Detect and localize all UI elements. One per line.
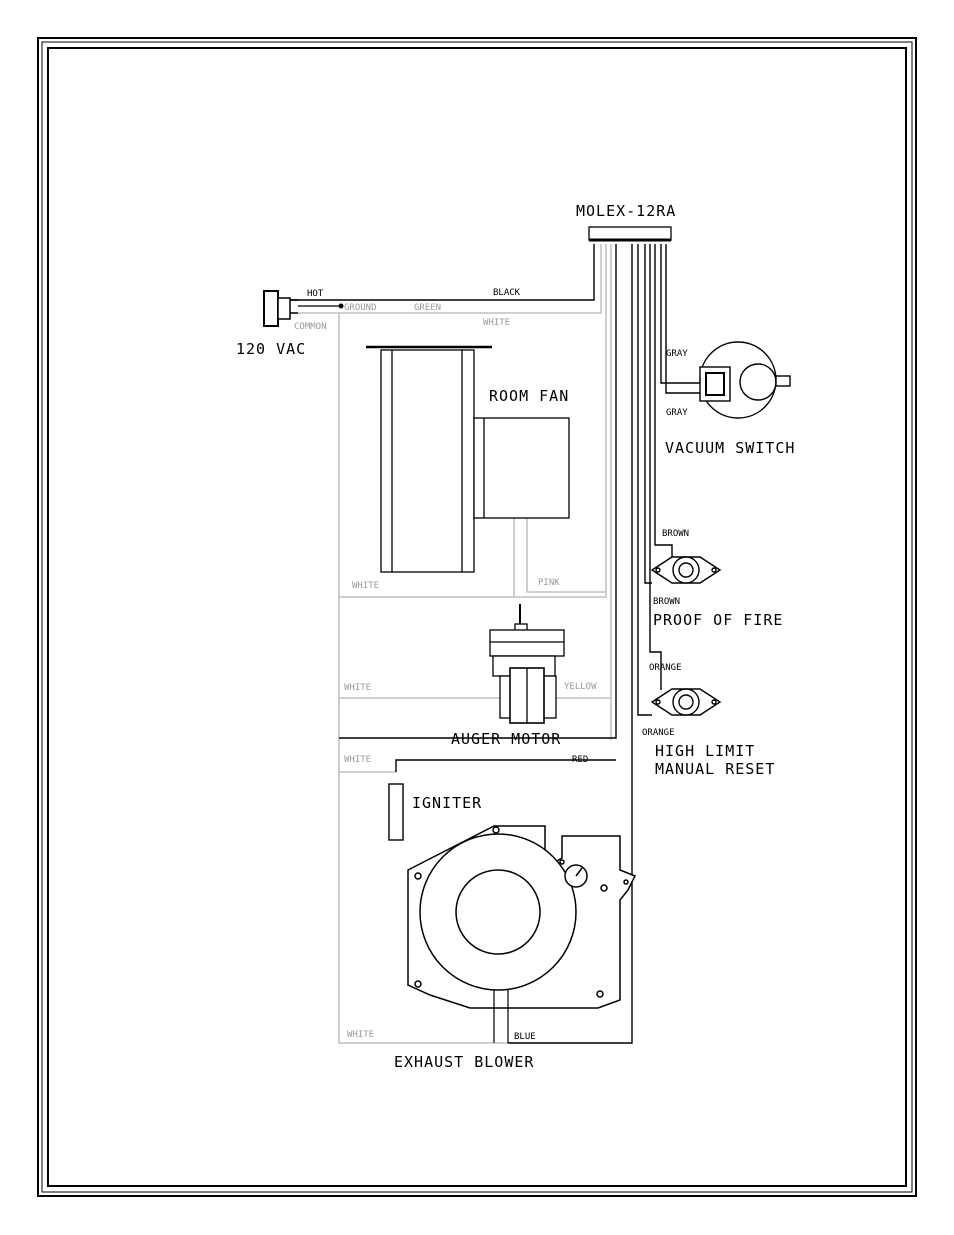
- wire-gray-1-label: GRAY: [666, 349, 688, 359]
- wire-white-blower-label: WHITE: [347, 1030, 375, 1040]
- wire-orange-2-label: ORANGE: [642, 728, 675, 738]
- exhaust-blower-icon: [408, 826, 635, 1043]
- wire-blue-label: BLUE: [514, 1032, 536, 1042]
- high-limit-label: HIGH LIMIT: [655, 742, 756, 760]
- vacuum-switch-icon: [700, 342, 790, 418]
- wire-gray-2-label: GRAY: [666, 408, 688, 418]
- wire-brown-2-label: BROWN: [653, 597, 681, 607]
- wire-red-label: RED: [572, 755, 589, 765]
- wire-ground-label: GROUND: [344, 303, 377, 313]
- auger-motor-label: AUGER MOTOR: [451, 730, 562, 748]
- wire-orange-1-label: ORANGE: [649, 663, 682, 673]
- auger-motor-icon: [490, 604, 564, 723]
- wire-yellow-label: YELLOW: [564, 682, 597, 692]
- molex-connector: [589, 227, 671, 240]
- igniter-label: IGNITER: [412, 794, 483, 812]
- proof-of-fire-switch-icon: [652, 557, 720, 583]
- wire-black-label: BLACK: [493, 288, 521, 298]
- page-border: [38, 38, 916, 1196]
- room-fan-label: ROOM FAN: [489, 387, 570, 405]
- power-label: 120 VAC: [236, 340, 307, 358]
- room-fan-icon: [366, 347, 569, 572]
- exhaust-blower-label: EXHAUST BLOWER: [394, 1053, 535, 1071]
- wire-common-label: COMMON: [294, 322, 327, 332]
- wire-white-top-label: WHITE: [483, 318, 511, 328]
- manual-reset-label: MANUAL RESET: [655, 760, 776, 778]
- wire-hot-label: HOT: [307, 289, 324, 299]
- power-plug-icon: [264, 291, 343, 326]
- high-limit-switch-icon: [652, 689, 720, 715]
- vacuum-switch-label: VACUUM SWITCH: [665, 439, 796, 457]
- molex-label: MOLEX-12RA: [576, 202, 677, 220]
- igniter-icon: [389, 784, 403, 840]
- wire-green-label: GREEN: [414, 303, 442, 313]
- wire-brown-1-label: BROWN: [662, 529, 690, 539]
- wire-white-fan-label: WHITE: [352, 581, 380, 591]
- proof-of-fire-label: PROOF OF FIRE: [653, 611, 784, 629]
- wire-pink-label: PINK: [538, 578, 560, 588]
- wire-white-auger-label: WHITE: [344, 683, 372, 693]
- wire-white-igniter-label: WHITE: [344, 755, 372, 765]
